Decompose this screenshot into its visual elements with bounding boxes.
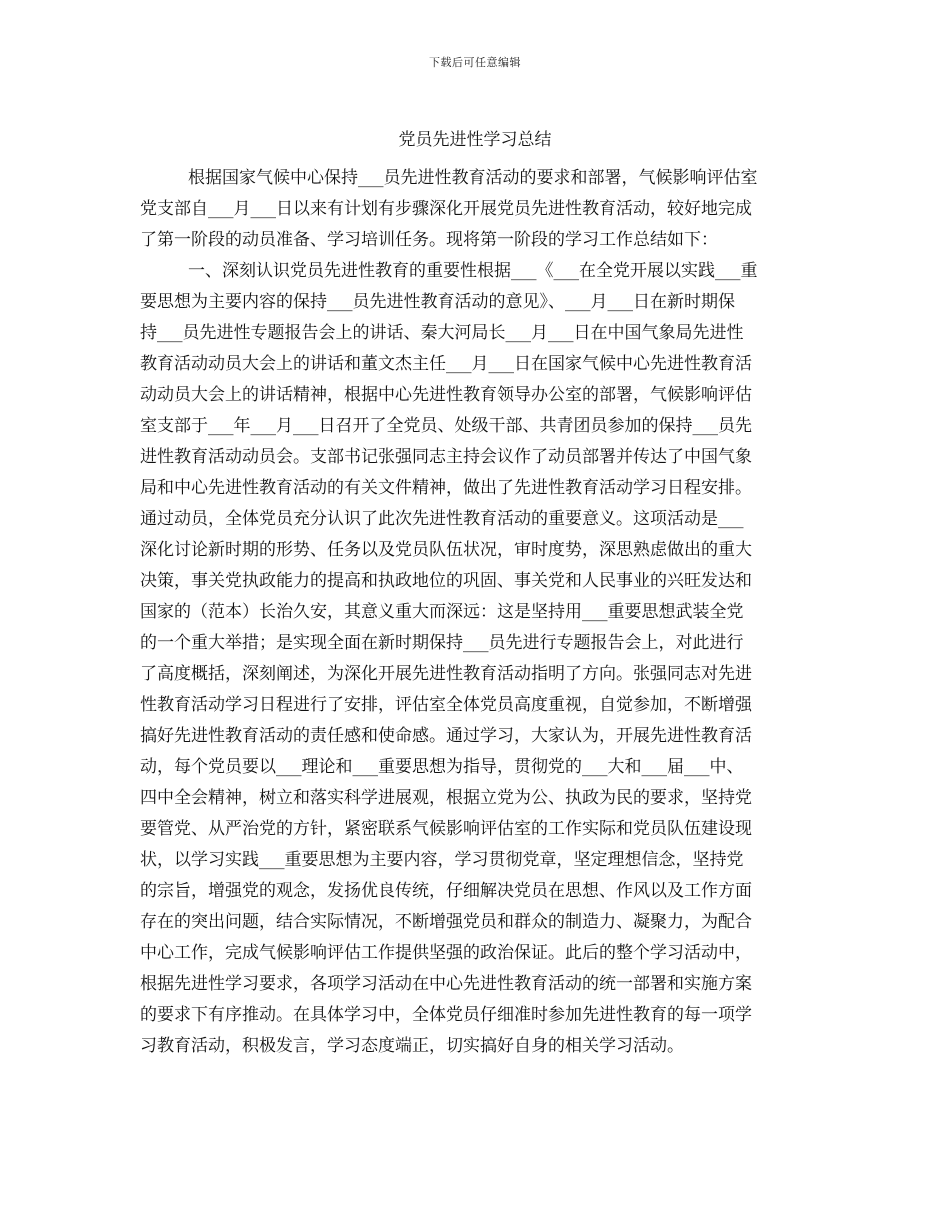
text-line: 根据国家气候中心保持___员先进性教育活动的要求和部署，气候影响评估室 — [188, 168, 758, 188]
header-note: 下载后可任意编辑 — [429, 56, 521, 69]
text-line: 要管党、从严治党的方针，紧密联系气候影响评估室的工作实际和党员队伍建设现 — [140, 819, 752, 839]
text-line: 的要求下有序推动。在具体学习中，全体党员仔细准时参加先进性教育的每一项学 — [140, 1005, 752, 1025]
text-line: 性教育活动学习日程进行了安排，评估室全体党员高度重视，自觉参加，不断增强 — [140, 695, 752, 715]
paragraph-section-one — [140, 256, 812, 1062]
paragraph-intro — [140, 163, 812, 256]
text-line: 搞好先进性教育活动的责任感和使命感。通过学习，大家认为，开展先进性教育活 — [140, 726, 752, 746]
text-line: 的一个重大举措；是实现全面在新时期保持___员先进行专题报告会上，对此进行 — [140, 633, 744, 653]
text-line: 状，以学习实践___重要思想为主要内容，学习贯彻党章，坚定理想信念，坚持党 — [140, 850, 744, 870]
text-line: 存在的突出问题，结合实际情况，不断增强党员和群众的制造力、凝聚力，为配合 — [140, 912, 752, 932]
document-title: 党员先进性学习总结 — [398, 130, 552, 150]
text-line: 的宗旨，增强党的观念，发扬优良传统，仔细解决党员在思想、作风以及工作方面 — [140, 881, 752, 901]
text-line: 了高度概括，深刻阐述，为深化开展先进性教育活动指明了方向。张强同志对先进 — [140, 664, 752, 684]
text-line: 国家的（范本）长治久安，其意义重大而深远：这是坚持用___重要思想武装全党 — [140, 602, 744, 622]
text-line: 了第一阶段的动员准备、学习培训任务。现将第一阶段的学习工作总结如下： — [140, 230, 718, 250]
text-line: 习教育活动，积极发言，学习态度端正，切实搞好自身的相关学习活动。 — [140, 1036, 684, 1056]
text-line: 一、深刻认识党员先进性教育的重要性根据___《___在全党开展以实践___重 — [188, 261, 758, 281]
text-line: 动动员大会上的讲话精神，根据中心先进性教育领导办公室的部署，气候影响评估 — [140, 385, 752, 405]
text-line: 通过动员，全体党员充分认识了此次先进性教育活动的重要意义。这项活动是___ — [140, 509, 744, 529]
text-line: 党支部自___月___日以来有计划有步骤深化开展党员先进性教育活动，较好地完成 — [140, 199, 752, 219]
text-line: 室支部于___年___月___日召开了全党员、处级干部、共青团员参加的保持___员先 — [140, 416, 752, 436]
text-line: 教育活动动员大会上的讲话和董文杰主任___月___日在国家气候中心先进性教育活 — [140, 354, 752, 374]
text-line: 中心工作，完成气候影响评估工作提供坚强的政治保证。此后的整个学习活动中， — [140, 943, 752, 963]
text-line: 四中全会精神，树立和落实科学进展观，根据立党为公、执政为民的要求，坚持党 — [140, 788, 752, 808]
text-line: 持___员先进性专题报告会上的讲话、秦大河局长___月___日在中国气象局先进性 — [140, 323, 744, 343]
text-line: 动，每个党员要以___理论和___重要思想为指导，贯彻党的___大和___届___中、 — [140, 757, 744, 777]
text-line: 根据先进性学习要求，各项学习活动在中心先进性教育活动的统一部署和实施方案 — [140, 974, 752, 994]
text-line: 进性教育活动动员会。支部书记张强同志主持会议作了动员部署并传达了中国气象 — [140, 447, 752, 467]
text-line: 要思想为主要内容的保持___员先进性教育活动的意见》、___月___日在新时期保 — [140, 292, 735, 312]
text-line: 局和中心先进性教育活动的有关文件精神，做出了先进性教育活动学习日程安排。 — [140, 478, 752, 498]
text-line: 深化讨论新时期的形势、任务以及党员队伍状况，审时度势，深思熟虑做出的重大 — [140, 540, 752, 560]
document-body — [140, 163, 812, 1062]
text-line: 决策，事关党执政能力的提高和执政地位的巩固、事关党和人民事业的兴旺发达和 — [140, 571, 752, 591]
